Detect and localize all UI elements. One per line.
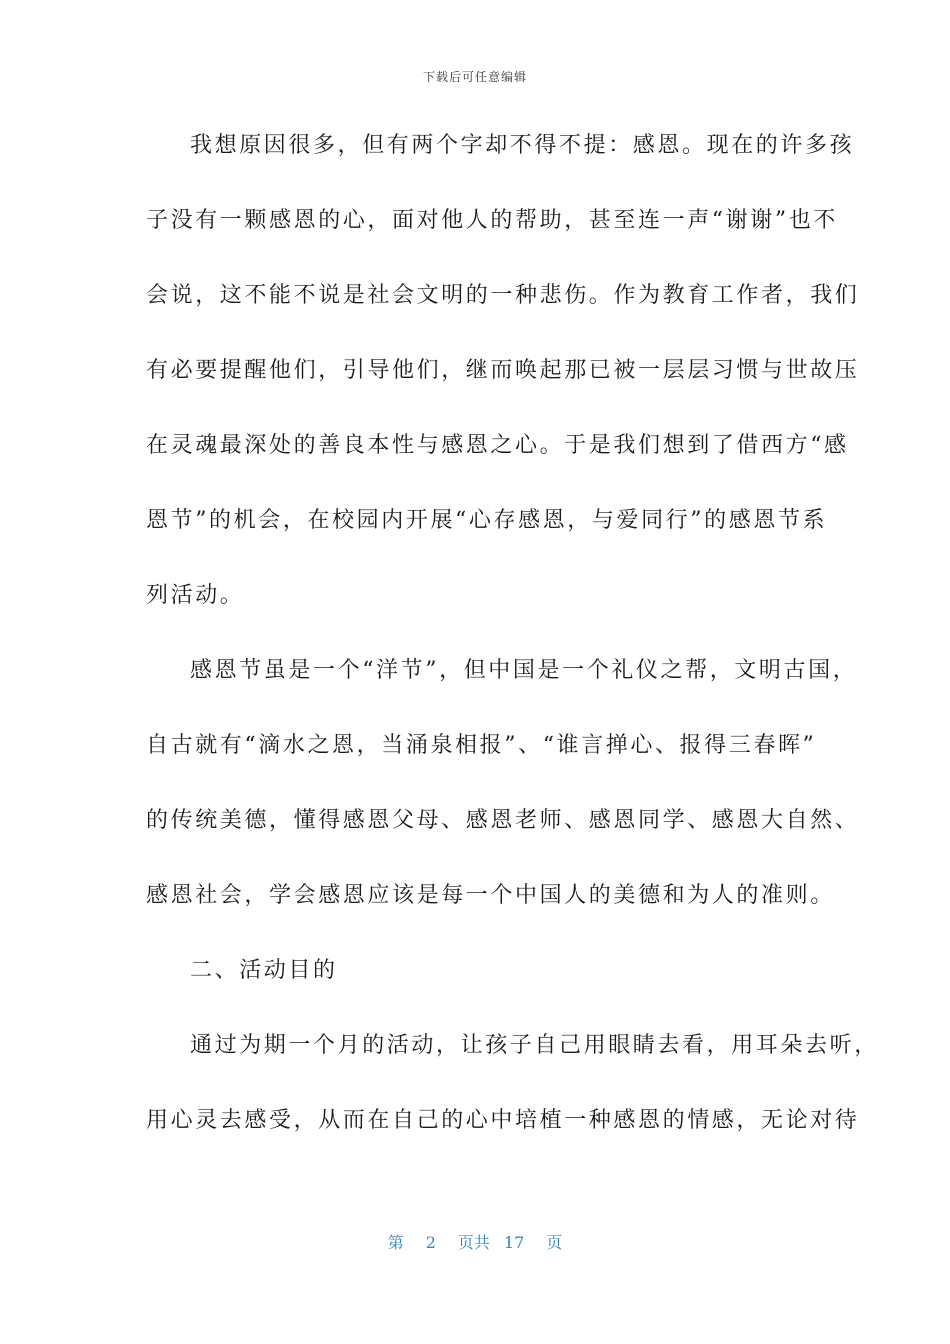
- text-line: 感恩社会，学会感恩应该是每一个中国人的美德和为人的准则。: [146, 883, 835, 908]
- text-line: 用心灵去感受，从而在自己的心中培植一种感恩的情感，无论对待: [146, 1108, 860, 1133]
- text-line: 子没有一颗感恩的心，面对他人的帮助，甚至连一声“谢谢”也不: [146, 208, 838, 233]
- page-header-note: 下载后可任意编辑: [422, 70, 527, 84]
- text-line: 有必要提醒他们，引导他们，继而唤起那已被一层层习惯与世故压: [146, 358, 860, 383]
- footer-mid: 页共: [457, 1233, 490, 1252]
- text-line: 列活动。: [146, 583, 245, 608]
- footer-total-pages: 17: [503, 1233, 525, 1252]
- footer-suffix: 页: [546, 1233, 563, 1252]
- footer-prefix: 第: [387, 1233, 404, 1252]
- section-heading: 二、活动目的: [190, 958, 338, 983]
- text-line: 感恩节虽是一个“洋节”，但中国是一个礼仪之帮，文明古国，: [190, 658, 858, 683]
- text-line: 的传统美德，懂得感恩父母、感恩老师、感恩同学、感恩大自然、: [146, 808, 860, 833]
- text-line: 我想原因很多，但有两个字却不得不提：感恩。现在的许多孩: [190, 133, 855, 158]
- text-line: 自古就有“滴水之恩，当涌泉相报”、“谁言掸心、报得三春晖”: [146, 733, 817, 758]
- text-line: 会说，这不能不说是社会文明的一种悲伤。作为教育工作者，我们: [146, 283, 860, 308]
- text-line: 在灵魂最深处的善良本性与感恩之心。于是我们想到了借西方“感: [146, 433, 849, 458]
- text-line: 恩节”的机会，在校园内开展“心存感恩，与爱同行”的感恩节系: [146, 508, 828, 533]
- footer-page-number: 2: [425, 1233, 436, 1252]
- text-line: 通过为期一个月的活动，让孩子自己用眼睛去看，用耳朵去听，: [190, 1033, 879, 1058]
- page-footer: [0, 1230, 950, 1253]
